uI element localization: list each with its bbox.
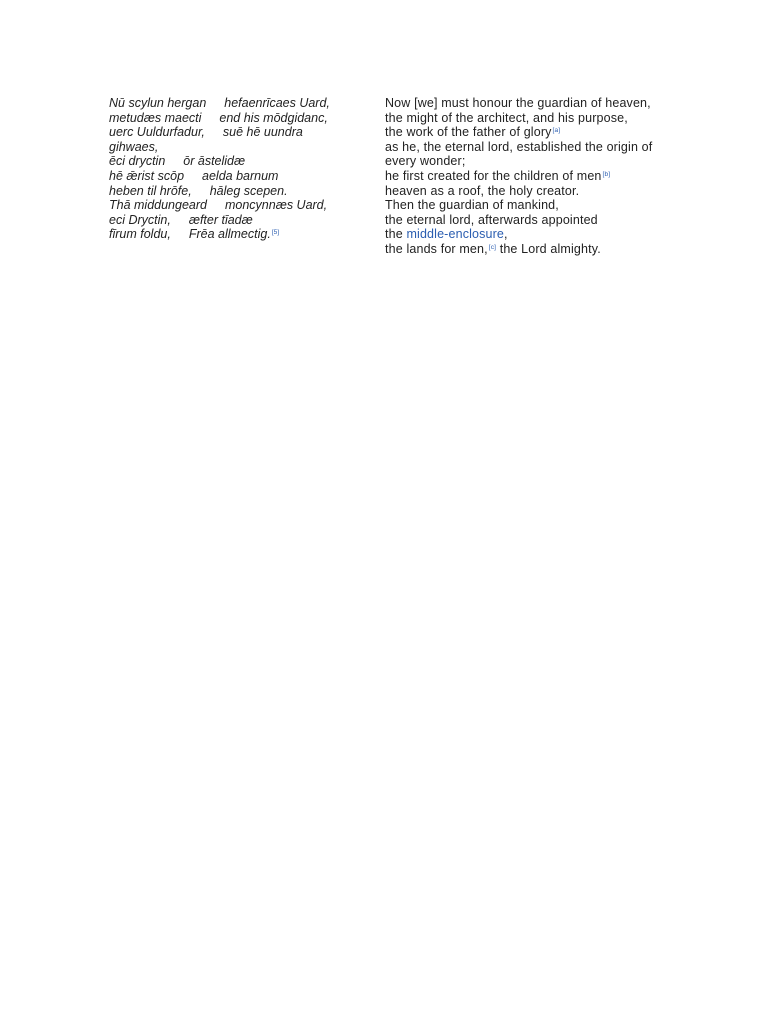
en-line-3-text: the work of the father of glory	[385, 125, 552, 140]
oe-first-half: fīrum foldu,	[109, 227, 171, 242]
oe-line-3-continued	[109, 140, 385, 155]
oe-first-half: gihwaes,	[109, 139, 159, 154]
oe-line-9	[109, 227, 385, 242]
en-line-6: heaven as a roof, the holy creator.	[385, 183, 580, 198]
old-english-column	[109, 96, 385, 257]
oe-first-half: hē ǣrist scōp	[109, 168, 185, 183]
oe-first-half: Thā middungeard	[109, 198, 207, 213]
oe-second-half: Frēa allmectig.	[188, 227, 271, 242]
modern-english-column	[385, 96, 675, 257]
en-line-10-pre: the lands for men,	[385, 241, 488, 256]
en-line-1: Now [we] must honour the guardian of heaven,	[385, 96, 651, 110]
oe-first-half: heben til hrōfe,	[109, 183, 192, 198]
oe-first-half: ēci dryctin	[109, 154, 166, 169]
oe-line-1	[109, 96, 385, 111]
en-line-10	[385, 242, 675, 257]
oe-line-5	[109, 169, 385, 184]
en-line-5	[385, 169, 675, 184]
footnote-ref-a[interactable]: [a]	[552, 127, 561, 135]
en-line-5-text: he first created for the children of men	[385, 168, 602, 183]
oe-line-2	[109, 111, 385, 126]
oe-second-half: moncynnæs Uard,	[224, 198, 328, 213]
oe-first-half: eci Dryctin,	[109, 212, 171, 227]
en-line-7: Then the guardian of mankind,	[385, 198, 559, 213]
oe-second-half: aelda barnum	[202, 168, 279, 183]
en-line-9	[385, 227, 675, 242]
en-line-3	[385, 125, 675, 140]
oe-first-half: uerc Uuldurfadur,	[109, 125, 205, 140]
poem-table	[109, 96, 684, 257]
en-line-10-post: the Lord almighty.	[496, 241, 601, 256]
en-line-2: the might of the architect, and his purpose,	[385, 110, 628, 125]
oe-line-4	[109, 154, 385, 169]
oe-line-8	[109, 213, 385, 228]
footnote-ref-c[interactable]: [c]	[488, 243, 497, 251]
oe-line-6	[109, 184, 385, 199]
oe-line-7	[109, 198, 385, 213]
oe-line-3	[109, 125, 385, 140]
oe-second-half: hefaenrīcaes Uard,	[224, 96, 330, 110]
oe-second-half: æfter tīadæ	[188, 212, 253, 227]
middle-enclosure-link[interactable]: middle-enclosure	[406, 227, 505, 242]
oe-first-half: Nū scylun hergan	[109, 96, 207, 110]
oe-second-half: end his mōdgidanc,	[219, 110, 328, 125]
footnote-ref-b[interactable]: [b]	[602, 170, 611, 178]
oe-second-half: suē hē uundra	[222, 125, 303, 140]
en-line-9-pre: the	[385, 227, 407, 242]
en-line-8: the eternal lord, afterwards appointed	[385, 212, 598, 227]
oe-second-half: ōr āstelidæ	[183, 154, 246, 169]
oe-first-half: metudæs maecti	[109, 110, 202, 125]
oe-second-half: hāleg scepen.	[209, 183, 288, 198]
en-line-4: as he, the eternal lord, established the origin of every wonder;	[385, 139, 653, 169]
footnote-ref-5[interactable]: [5]	[271, 229, 280, 237]
en-line-9-post: ,	[504, 227, 508, 242]
